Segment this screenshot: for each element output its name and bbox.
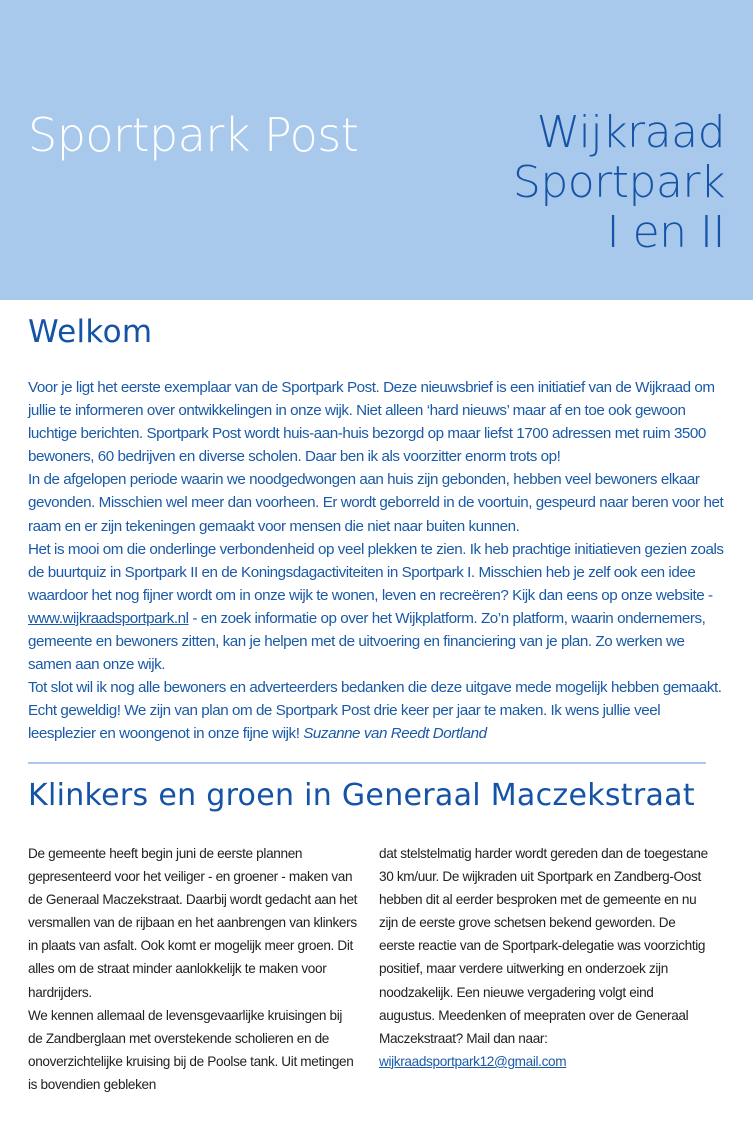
organization-name: [513, 108, 725, 258]
welkom-paragraph-2: In de afgelopen periode waarin we noodgedwongen aan huis zijn gebonden, hebben veel bewoners elkaar gevonden. Misschien wel meer dan voorheen. Er wordt geborreld in de voortuin, gespeurd naar beren voor het raam en er zijn tekeningen gemaakt voor mensen die niet naar buiten kunnen.: [28, 471, 724, 535]
author-signature: Suzanne van Reedt Dortland: [303, 725, 487, 743]
organization-line-1: Wijkraad: [536, 107, 725, 158]
klinkers-paragraph-1: De gemeente heeft begin juni de eerste plannen gepresenteerd voor het veiliger - en groener - maken van de Generaal Maczekstraat. Daarbij wordt gedacht aan het versmallen van de rijbaan en het aanbrengen van klinkers in plaats van asfalt. Ook komt er mogelijk meer groen. Dit alles om de straat minder aanlokkelijk te maken voor hardrijders.: [28, 846, 358, 1000]
newsletter-title: Sportpark Post: [28, 108, 359, 162]
organization-line-3: I en II: [606, 207, 725, 258]
klinkers-paragraph-3: dat stelstelmatig harder wordt gereden dan de toegestane 30 km/uur. De wijkraden uit Sportpark en Zandberg-Oost hebben dit al eerder besproken met de gemeente en nu zijn de eerste grove schetsen bekend geworden. De eerste reactie van de Sportpark-delegatie was voorzichtig positief, maar verdere uitwerking en onderzoek zijn noodzakelijk. Een nieuwe vergadering volgt eind augustus. Meedenken of meepraten over de Generaal Maczekstraat? Mail dan naar:: [379, 846, 708, 1046]
welkom-paragraph-4: [28, 676, 728, 745]
welkom-paragraph-3-end: - en zoek informatie op over het Wijkplatform. Zo’n platform, waarin ondernemers, gemeente en bewoners zitten, kan je helpen met de uitvoering en financiering van je plan. Zo werken we samen aan onze wijk.: [28, 609, 706, 674]
welkom-paragraph-3-start: Het is mooi om die onderlinge verbondenheid op veel plekken te zien. Ik heb prachtige initiatieven gezien zoals de buurtquiz in Sportpark II en de Koningsdagactiviteiten in Sportpark I. Misschien heb je zelf ook een idee waardoor het nog fijner wordt om in onze wijk te wonen, leven en recreëren? Kijk dan eens op onze website -: [28, 540, 724, 604]
klinkers-paragraph-2: We kennen allemaal de levensgevaarlijke kruisingen bij de Zandberglaan met overstekende scholieren en de onoverzichtelijke kruising bij de Poolse tank. Uit metingen is bovendien gebleken: [28, 1007, 354, 1092]
organization-line-2: Sportpark: [512, 157, 725, 208]
email-link[interactable]: wijkraadsportpark12@gmail.com: [379, 1053, 567, 1069]
welkom-article: [28, 376, 728, 746]
email-line: [379, 1050, 709, 1073]
masthead: [0, 0, 753, 300]
klinkers-column-right: [379, 842, 709, 1073]
welkom-paragraph-1: Voor je ligt het eerste exemplaar van de Sportpark Post. Deze nieuwsbrief is een initiatief van de Wijkraad om jullie te informeren over ontwikkelingen in onze wijk. Niet alleen ‘hard nieuws’ maar af en toe ook gewoon luchtige berichten. Sportpark Post wordt huis-aan-huis bezorgd op maar liefst 1700 adressen met ruim 3500 bewoners, 60 bedrijven en diverse scholen. Daar ben ik als voorzitter enorm trots op!: [28, 379, 715, 466]
welkom-heading: Welkom: [28, 314, 153, 350]
klinkers-heading: Klinkers en groen in Generaal Maczekstraat: [28, 778, 695, 813]
section-divider: [28, 762, 706, 764]
welkom-paragraph-4-text: Tot slot wil ik nog alle bewoners en adverteerders bedanken die deze uitgave mede mogelijk hebben gemaakt. Echt geweldig! We zijn van plan om de Sportpark Post drie keer per jaar te maken. Ik wens jullie veel leesplezier en woongenot in onze fijne wijk!: [28, 679, 722, 743]
website-link[interactable]: www.wijkraadsportpark.nl: [28, 609, 189, 627]
welkom-paragraph-3: [28, 538, 728, 677]
klinkers-column-left: [28, 842, 358, 1096]
